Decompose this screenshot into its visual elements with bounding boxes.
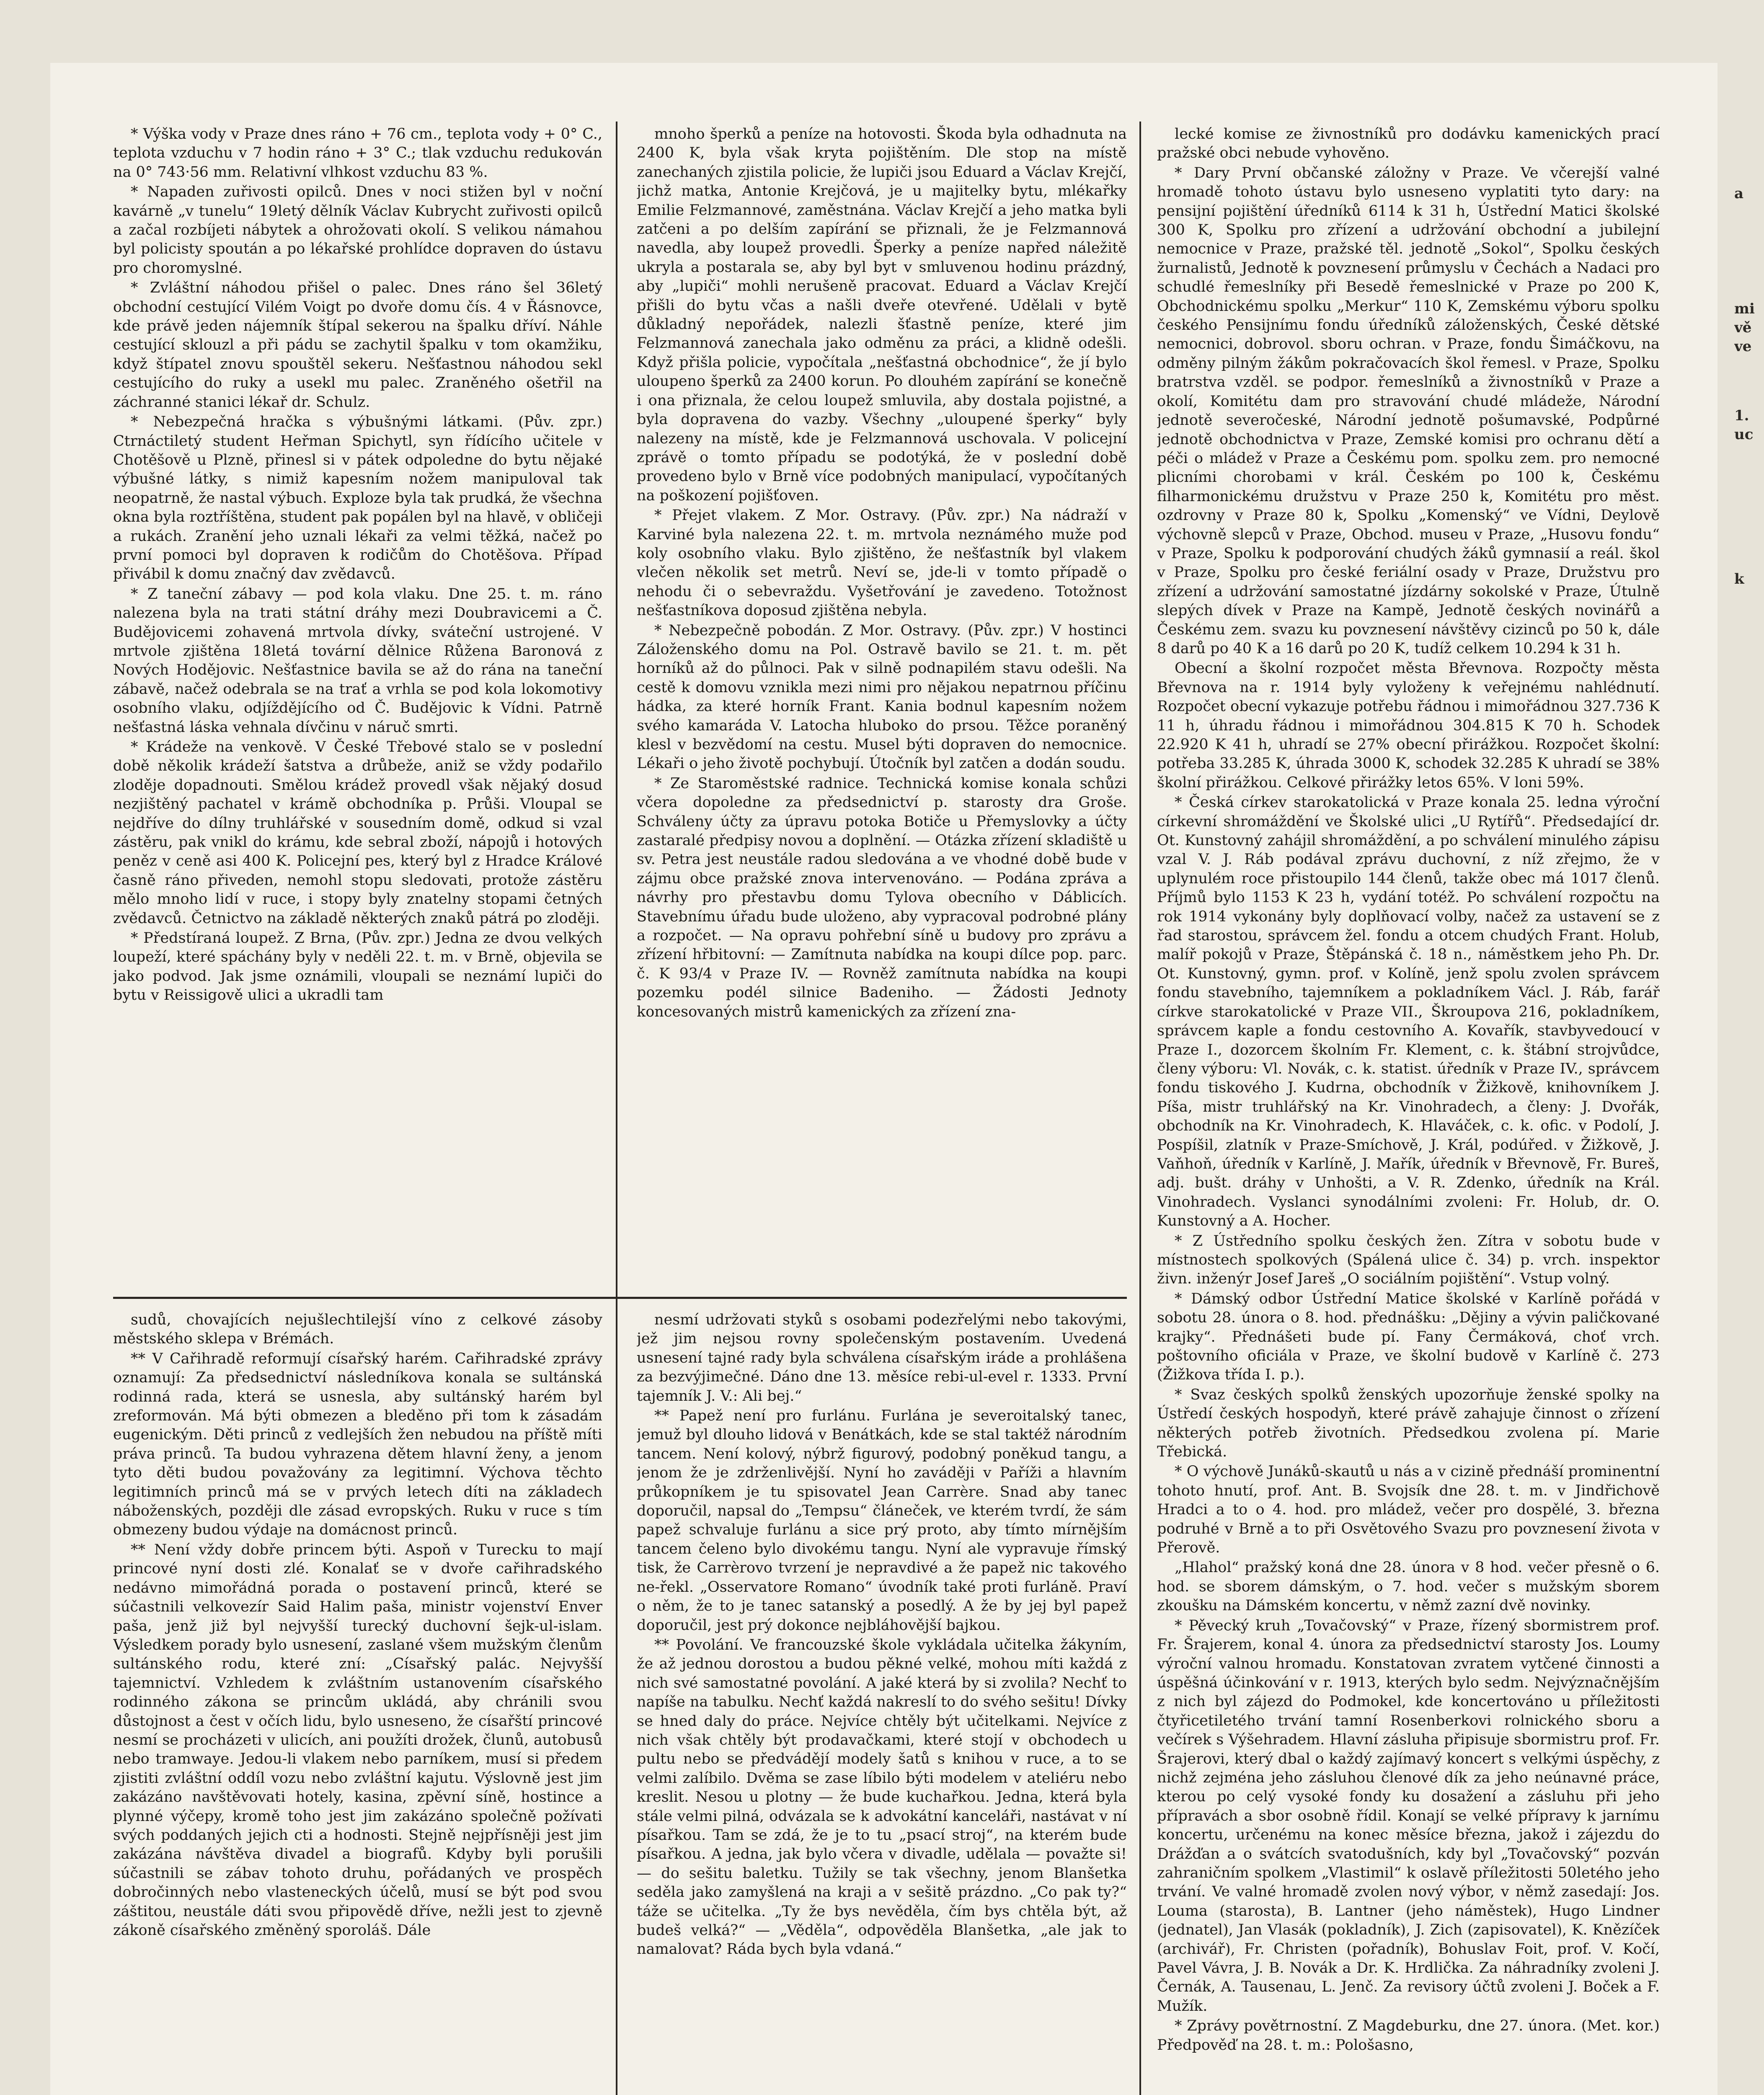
- article-explosive-toy: * Nebezpečná hračka s výbušnými látkami. (Pův. zpr.) Ctrnáctiletý student Heřman Spichytl, syn řídícího učitele v Chotěšově u Plzně, přinesl si v pátek odpoledne do bytu nějaké výbušné látky, s nimiž kapesním nožem manipuloval tak neopatrně, že nastal výbuch. Exploze byla tak prudká, že všechna okna byla roztříštěna, student pak popálen byl na hlavě, v obličeji a rukách. Zranění jeho uznali lékaři za velmi těžká, načež po první pomoci byl dopraven k rodičům do Chotěšova. Případ přivábil k domu značný dav zvědavců.: [113, 414, 602, 583]
- edge-fragment: a: [1734, 185, 1744, 202]
- article-train-death: * Přejet vlakem. Z Mor. Ostravy. (Pův. zpr.) Na nádraží v Karviné byla nalezena 22. t. m. mrtvola neznámého muže pod koly osobního vlaku. Bylo zjištěno, že nešťastník byl vlakem vlečen několik set metrů. Neví se, jde-li v tomto případě o nehodu či o sebevraždu. Vyšetřování je zavedeno. Totožnost nešťastníkova doposud zjištěna nebyla.: [637, 507, 1127, 619]
- column-2-lower: [637, 1311, 1127, 2095]
- article-furlana: ** Papež není pro furlánu. Furlána je severoitalský tanec, jemuž byl dlouho lidová v Benátkách, kde se stal taktéž národním tancem. Není kolový, nýbrž figurový, podobný poněkud tangu, a jenom že je zdrženlivější. Nyní ho zaváději v Paříži a hlavním průkopníkem je tu spisovatel Jean Carrère. Snad aby tanec doporučil, napsal do „Tempsu“ článeček, ve kterém tvrdí, že sám papež schvaluje furlánu a sice prý proto, aby tímto mírnějším tancem čeleno bylo divokému tangu. Nyní ale vypravuje římský tisk, že Carrèrovo tvrzení je nepravdivé a že papež nic takového ne-řekl. „Osservatore Romano“ úvodník také proti furláně. Praví o něm, že to je tanec satanský a posedlý. A že by jej byl papež doporučil, jest prý dokonce nejbláhovější bajkou.: [637, 1407, 1127, 1634]
- edge-fragment: 1.: [1734, 407, 1749, 424]
- article-hlahol: „Hlahol“ pražský koná dne 28. února v 8 hod. večer přesně o 6. hod. se sborem dámským, o 7. hod. večer s mužským sborem zkoušku na Dámském koncertu, v němž zazní dvě novinky.: [1157, 1559, 1660, 1614]
- article-drunk-attack: * Napaden zuřivosti opilců. Dnes v noci stižen byl v noční kavárně „v tunelu“ 19letý dělník Václav Kubrycht zuřivosti opilců a začal rozbíjeti nábytek a ohrožovati okolí. S velikou námahou byl policisty spoután a po lékařské prohlídce dopraven do ústavu pro choromyslné.: [113, 184, 602, 277]
- article-robbery-cont: mnoho šperků a peníze na hotovosti. Škoda byla odhadnuta na 2400 K, byla však kryta pojištěním. Dle stop na místě zanechaných zjistila policie, že lupiči jsou Eduard a Václav Krejčí, jichž matka, Antonie Krejčová, je u majitelky bytu, mlékařky Emilie Felzmannové, zaměstnána. Václav Krejčí a jeho matka byli zatčeni a po delším zapírání se přiznali, že je Felzmannová navedla, aby loupež provedli. Šperky a peníze napřed náležitě ukryla a postarala se, aby byl byt v smluvenou hodinu prázdný, aby „lupiči“ mohli nerušeně pracovat. Eduard a Václav Krejčí přišli do bytu včas a našli dveře otevřené. Udělali v bytě důkladný nepořádek, nalezli šťastně peníze, které jim Felzmannová zanechala jako odměnu za práci, a klidně odešli. Když přišla policie, vypočítala „nešťastná obchodnice“, že jí bylo uloupeno šperků za 2400 korun. Po dlouhém zapírání se konečně i ona přiznala, že celou loupež smluvila, aby dostala pojistné, a byla dopravena do vazby. Všechny „uloupené šperky“ byly nalezeny na místě, kde je Felzmannová uschovala. V policejní zprávě o tomto případu se podotýká, že v poslední době provedeno bylo v Brně více podobných manipulací, vypočítaných na poškození pojišťoven.: [637, 126, 1127, 504]
- article-tovacovsky-choir: * Pěvecký kruh „Tovačovský“ v Praze, řízený sbormistrem prof. Fr. Šrajerem, konal 4. února za předsednictví starosty Jos. Loumy výroční valnou hromadu. Konstatovan zvratem vytčené činnosti a úspěšná účinkování v r. 1913, kterých bylo sedm. Nejvýznačnějším z nich byl zájezd do Podmokel, kde koncertováno u příležitosti čtyřicetiletého trvání tamní Rosenberkovi rolnického sboru a večírek s Výšehradem. Hlavní zásluha připisuje sbormistru prof. Fr. Šrajerovi, který dbal o každý zajímavý koncert s velkými úspěchy, z nichž zejména jeho zásluhou členové dík za jeho neúnavné práce, kterou po celý vysoké fondy ku dosažení a zásluhu při jeho přípravách a sbor osobně řídil. Konají se velké přípravy k jarnímu koncertu, určenému na konec měsíce března, jakož i zájezdu do Drážďan a o svátcích svatodušních, kdy byl „Tovačovský“ pozván zahraničním spolkem „Vlastimil“ k oslavě příležitosti 50letého jeho trvání. Ve valné hromadě zvolen nový výbor, v němž zasedají: Jos. Louma (starosta), B. Lantner (jeho náměstek), Hugo Lindner (jednatel), Jan Vlasák (pokladník), J. Zich (zapisovatel), K. Knězíček (archivář), Fr. Christen (pořadník), Bohuslav Foit, prof. V. Kočí, Pavel Vávra, J. B. Novák a Dr. K. Hrdlička. Za náhradníky zvoleni J. Černák, A. Tausenau, L. Jenč. Za revisory účtů zvoleni J. Boček a F. Mužík.: [1157, 1617, 1660, 2015]
- column-rule-2: [1139, 122, 1141, 2095]
- article-commission: lecké komise ze živnostníků pro dodávku kamenických prací pražské obci nebude vyhověno.: [1157, 126, 1660, 162]
- edge-fragment: ve: [1734, 338, 1752, 355]
- column-1-lower: [113, 1311, 602, 2095]
- article-brevnov-budget: Obecní a školní rozpočet města Břevnova. Rozpočty města Břevnova na r. 1914 byly vyloženy k veřejnému nahlédnutí. Rozpočet obecní vykazuje potřebu řádnou i mimořádnou 327.736 K 11 h, úhradu řádnou i mimořádnou 304.815 K 70 h. Schodek 22.920 K 41 h, uhradí se 27% obecní přirážkou. Rozpočet školní: potřeba 33.285 K, úhrada 3000 K, schodek 32.285 K uhradí se 38% školní přirážkou. Celkové přirážky letos 65%. V loni 59%.: [1157, 660, 1660, 791]
- article-professions: ** Povolání. Ve francouzské škole vykládala učitelka žákyním, že až jednou dorostou a budou pěkné velké, mohou míti každá z nich své samostatné povolání. A jaké která by si zvolila? Nechť to napíše na tabulku. Nechť každá nakreslí to do svého sešitu! Dívky se hned daly do práce. Nejvíce chtěly být učitelkami. Nejvíce z nich však chtěly být prodavačkami, které stojí v obchodech u pultu nebo se předvádějí modely šatů s knihou v ruce, a to se velmi zalíbilo. Dvěma se zase líbilo býti modelem v ateliéru nebo kreslit. Nesou u plotny — že bude kuchařkou. Jedna, která byla stále velmi pilná, odvázala se k advokátní kanceláři, nastávat v ní písařkou. Tam se zdá, že je to tu „psací stroj“, na kterém bude písařkou. A jedna, jak bylo včera v divadle, udělala — považte si! — do sešitu baletku. Tužily se tak všechny, jenom Blanšetka seděla jako zamyšlená na kraji a v sešitě prázdno. „Co pak ty?“ táže se učitelka. „Ty že bys nevěděla, čím bys chtěla být, až budeš velká?“ — „Věděla“, odpověděla Blanšetka, „ale jak to namalovat? Ráda bych byla vdaná.“: [637, 1636, 1127, 1958]
- article-princes: ** Není vždy dobře princem býti. Aspoň v Turecku to mají princové nyní dosti zlé. Konalať se v dvoře cařihradského nedávno mimořádná porada o postavení princů, které se súčastnili velkovezír Said Halim paša, ministr vojenství Enver paša, jenž již byl nejvyšší turecký duchovní šejk-ul-islam. Výsledkem porady bylo usnesení, zaslané všem mužským členům sultánského rodu, které zní: „Císařský palác. Nejvyšší tajemnictví. Vzhledem k zvláštním ustanovením císařského rodinného zákona se princům ukládá, aby chránili svou důstojnost a čest v očích lidu, bylo usneseno, že císařští princové nesmí se procházeti v ulicích, ani použíti drožek, člunů, autobusů nebo tramwaye. Jedou-li vlakem nebo parníkem, musí si předem zjistiti zvláštní oddíl vozu nebo zvláštní kajutu. Výslovně jest jim zakázáno navštěvovati hotely, kasina, zpěvní síně, hostince a plynné výčepy, kromě toho jest jim zakázáno společně požívati svých poddaných jejich cti a hodnosti. Stejně nejpřísněji jest jim zakázána návštěva divadel a biografů. Kdyby byli porušili súčastnili se zábav tohoto druhu, pořádaných ve prospěch dobročinných nebo vlasteneckých účelů, musí se být pod svou záštitou, neustále dáti svou připovědě dříve, nežli jest to zjevně zákoně císařského změněný sporoláš. Dále: [113, 1541, 602, 1939]
- article-stabbing: * Nebezpečně pobodán. Z Mor. Ostravy. (Pův. zpr.) V hostinci Záloženského domu na Pol. Ostravě bavilo se 21. t. m. pět horníků až do půlnoci. Pak v silně podnapilém stavu odešli. Na cestě k domovu vznikla mezi nimi pro nějakou nepatrnou příčinu hádka, za které horník Frant. Kania bodnul kapesním nožem svého kamaráda V. Latocha hluboko do prsou. Těžce poraněný klesl v bezvědomí na cestu. Musel býti dopraven do nemocnice. Lékaři o jeho životě pochybují. Útočník byl zatčen a dodán soudu.: [637, 622, 1127, 772]
- article-rural-thefts: * Krádeže na venkově. V České Třebové stalo se v poslední době několik krádeží šatstva a drůbeže, aniž se vždy podařilo zloděje dopadnouti. Smělou krádež provedl však nějaký dosud nezjištěný pachatel v krámě obchodníka p. Průši. Vloupal se nejdříve do dílny truhlářské v sousedním domě, odkud si vzal zástěru, pak vnikl do krámu, kde sebral zboží, nápojů i hotových peněz v ceně asi 400 K. Policejní pes, který byl z Hradce Králové časně ráno přiveden, nemohl stopu sledovati, protože zástěru mělo mnoho lidí v ruce, i stopy byly znatelny stopami četných zvědavců. Četnictvo na základě některých znaků pátrá po zloději.: [113, 739, 602, 927]
- neighbor-page-edge: [1734, 126, 1764, 712]
- article-harem-reform: ** V Cařihradě reformují císařský harém. Cařihradské zprávy oznamují: Za předsednictví následníkova konala se sultánská rodinná rada, která se usnesla, aby sultánský harém byl zreformován. Má býti obmezen a bleděno při tom k zásadám eugenickým. Děti princů z vedlejších žen nebudou na příště míti práva princů. Ta budou vyhrazena dětem hlavní ženy, a jenom tyto děti budou považovány za legitimní. Výchova těchto legitimních princů má se v prvých letech díti na základech náboženských, později dle zásad evropských. Ruku v ruce s tím obmezeny budou výdaje na domácnost princů.: [113, 1350, 602, 1539]
- section-rule-col3: [637, 1297, 1127, 1298]
- edge-fragment: uc: [1734, 426, 1754, 443]
- article-dance-train: * Z taneční zábavy — pod kola vlaku. Dne 25. t. m. ráno nalezena byla na trati státní dráhy mezi Doubravicemi a Č. Budějovicemi zohavená mrtvola dívky, sváteční ustrojené. V mrtvole zjištěna 18letá tovární dělnice Růžena Baronová z Nových Hodějovic. Nešťastnice bavila se až do rána na taneční zábavě, načež odebrala se na trať a vrhla se pod kola lokomotivy osobního vlaku, odjíždějícího od Č. Budějovic k Vídni. Patrně nešťastná láska vehnala dívčinu v náruč smrti.: [113, 585, 602, 736]
- column-2: [637, 125, 1127, 1290]
- article-donations: * Dary První občanské záložny v Praze. Ve včerejší valné hromadě tohoto ústavu bylo usneseno vyplatiti tyto dary: na pensijní pojištění úředníků 6114 k 31 h, Ústřední Matici školské 300 K, Spolku pro zřízení a udržování obchodní a jubilejní nemocnice v Praze, pražské těl. jednotě „Sokol“, Spolku českých žurnalistů, Jednotě k povznesení průmyslu v Čechách a Nadaci pro schudlé řemeslníky při Besedě řemeslnické v Praze po 200 K, Obchodnickému spolku „Merkur“ 110 K, Zemskému výboru spolku českého Pensijnímu fondu úředníků záloženských, České dětské nemocnici, dobrovol. sboru ochran. v Praze, fondu Šimáčkovu, na odměny pilným žákům pokračovacích škol řemesl. v Praze, Spolku bratrstva vzděl. se podpor. řemeslníků a živnostníků v Praze a okolí, Komitétu dam pro stravování chudé mládeže, Národní jednotě severočeské, Národní jednotě pošumavské, Podpůrné jednotě obchodnictva v Praze, Zemské komisi pro ochranu dětí a péči o mládež v Praze a Českému pom. spolku zem. pro nemocné plicními chorobami v král. Českém po 100 k, Českému filharmonickému družstvu v Praze 250 k, Komitétu pro měst. ozdrovny v Praze 80 k, Spolku „Komenský“ ve Vídni, Deylově výchovně slepců v Praze, Obchod. museu v Praze, „Husovu fondu“ v Praze, Spolku k podporování chudých žáků gymnasií a reál. škol v Praze, Spolku pro české feriální osady v Praze, Družstvu pro zřízení a udržování samostatné jízdárny sokolské v Praze, Útulně slepých dívek v Praze na Kampě, Jednotě českých novinářů a Českému zem. svazu ku povznesení návštěvy cizinců po 50 k, dále 8 darů po 40 K a 16 darů po 20 K, tudíž celkem 10.294 k 31 h.: [1157, 164, 1660, 657]
- article-wine-barrels: sudů, chovajících nejušlechtilejší víno z celkové zásoby městského sklepa v Brémách.: [113, 1311, 602, 1348]
- article-water-level: * Výška vody v Praze dnes ráno + 76 cm., teplota vody + 0° C., teplota vzduchu v 7 hodin ráno + 3° C.; tlak vzduchu redukován na 0° 743·56 mm. Relativní vlhkost vzduchu 83 %.: [113, 126, 602, 181]
- column-3: [1157, 125, 1660, 2095]
- article-women-union: * Z Ústředního spolku českých žen. Zítra v sobotu bude v místnostech spolkových (Spálená ulice č. 34) p. vrch. inspektor živn. inženýr Josef Jareš „O sociálním pojištění“. Vstup volný.: [1157, 1232, 1660, 1288]
- article-fake-robbery: * Předstíraná loupež. Z Brna, (Pův. zpr.) Jedna ze dvou velkých loupeží, které spáchány byly v neděli 22. t. m. v Brně, objevila se jako podvod. Jak jsme oznámili, vloupali se neznámí lupiči do bytu v Reissigově ulici a ukradli tam: [113, 930, 602, 1004]
- article-old-catholic-church: * Česká církev starokatolická v Praze konala 25. ledna výroční církevní shromáždění ve Školské ulici „U Rytířů“. Předsedající dr. Ot. Kunstovný zahájil shromáždění, a po schválení minulého zápisu vzal V. J. Ráb podával zprávu duchovní, z níž zřejmo, že v uplynulém roce přistoupilo 144 členů, takže obec má 1017 členů. Příjmů bylo 1153 K 23 h, vydání totéž. Po schválení rozpočtu na rok 1914 vykonány byly doplňovací volby, načež za ustavení se z řad starostou, správcem žel. fondu a otcem chudých Frant. Holub, malíř pokojů v Praze, Štěpánská č. 18 n., náměstkem jeho Ph. Dr. Ot. Kunstovný, gymn. prof. v Kolíně, jenž spolu zvolen správcem fondu stavebního, tajemníkem a pokladníkem Václ. J. Ráb, farář církve starokatolické v Praze VII., Škroupova 216, pokladníkem, správcem kaple a fondu cestovního A. Kovařík, stavbyvedoucí v Praze I., dozorcem školním Fr. Klement, c. k. štábní strojvůdce, členy výboru: Vl. Novák, c. k. statist. úředník v Praze IV., správcem fondu tiskového J. Kudrna, obchodník v Žižkově, knihovníkem J. Píša, mistr truhlářský na Kr. Vinohradech, a členy: J. Dvořák, obchodník na Kr. Vinohradech, K. Hlaváček, c. k. ofic. v Podolí, J. Pospíšil, zlatník v Praze-Smíchově, J. Král, podúřed. v Žižkově, J. Vaňhoň, úředník v Karlíně, J. Mařík, úředník v Břevnově, Fr. Bureš, adj. bušt. dráhy v Unhošti, a V. R. Zdenko, úředník na Král. Vinohradech. Vyslanci synodálními zvoleni: Fr. Holub, dr. O. Kunstovný a A. Hocher.: [1157, 794, 1660, 1230]
- article-princes-cont: nesmí udržovati styků s osobami podezřelými nebo takovými, jež jim nejsou rovny společenským postavením. Uvedená usnesení tajné rady byla schválena císařským iráde a prohlášena za bezvýjimečné. Dáno dne 13. měsíce rebi-ul-evel r. 1333. První tajemník J. V.: Ali bej.“: [637, 1311, 1127, 1404]
- article-old-town-hall: * Ze Staroměstské radnice. Technická komise konala schůzi včera dopoledne za předsednictví p. starosty dra Groše. Schváleny účty za úpravu potoka Botiče u Přemyslovky a účty zastaralé předpisy novou a doplnění. — Otázka zřízení skladiště u sv. Petra jest neustále radou sledována a ve vhodné době bude v zájmu obce pražské znova intervenováno. — Podána zpráva a návrhy pro přestavbu domu Tylova obecního v Dáblicích. Stavebnímu úřadu bude uloženo, aby vypracoval podrobné plány a rozpočet. — Na opravu pohřební síně u budovy pro zprávu a zřízení hřbitovní: — Zamítnuta nabídka na koupi dílce pop. parc. č. K 93/4 v Praze IV. — Rovněž zamítnuta nabídka na koupi pozemku podél silnice Badeniho. — Žádosti Jednoty koncesovaných mistrů kamenických za zřízení zna-: [637, 775, 1127, 1020]
- edge-fragment: k: [1734, 571, 1744, 587]
- article-ladies-branch: * Dámský odbor Ústřední Matice školské v Karlíně pořádá v sobotu 28. února o 8. hod. přednášku: „Dějiny a vývin paličkované krajky“. Přednášeti bude pí. Fany Čermáková, choť vrch. poštovního oficiála v Praze, ve školní budově v Karlíně č. 273 (Žižkova třída I. p.).: [1157, 1290, 1660, 1384]
- article-scouts: * O výchově Junáků-skautů u nás a v cizině přednáší prominentní tohoto hnutí, prof. Ant. B. Svojsík dne 28. t. m. v Jindřichově Hradci a to o 4. hod. pro mládež, večer pro dospělé, 3. března podruhé v Brně a to při Osvětového Svazu pro povznesení života v Přerově.: [1157, 1463, 1660, 1557]
- article-weather: * Zprávy povětrnostní. Z Magdeburku, dne 27. února. (Met. kor.) Předpověď na 28. t. m.: Pološasno,: [1157, 2017, 1660, 2054]
- edge-fragment: vě: [1734, 319, 1752, 336]
- column-rule-1: [616, 122, 617, 2095]
- article-women-associations: * Svaz českých spolků ženských upozorňuje ženské spolky na Ústředí českých hospodyň, které právě zahajuje činnost o zřízení některých potřeb životních. Předsedkou zvolena pí. Marie Třebická.: [1157, 1386, 1660, 1461]
- edge-fragment: mi: [1734, 300, 1755, 317]
- column-1: [113, 125, 602, 1290]
- article-lost-thumb: * Zvláštní náhodou přišel o palec. Dnes ráno šel 36letý obchodní cestující Vilém Voigt po dvoře domu čís. 4 v Řásnovce, kde právě jeden nájemník štípal sekerou na špalku dříví. Náhle cestující sklouzl a při pádu se zachytil špalku v tom okamžiku, když štípatel znovu spouštěl sekeru. Nešťastnou náhodou sekl cestujícího do ruky a usekl mu palec. Zraněného ošetřil na záchranné stanici lékař dr. Schulz.: [113, 279, 602, 411]
- newspaper-page: [50, 63, 1718, 2095]
